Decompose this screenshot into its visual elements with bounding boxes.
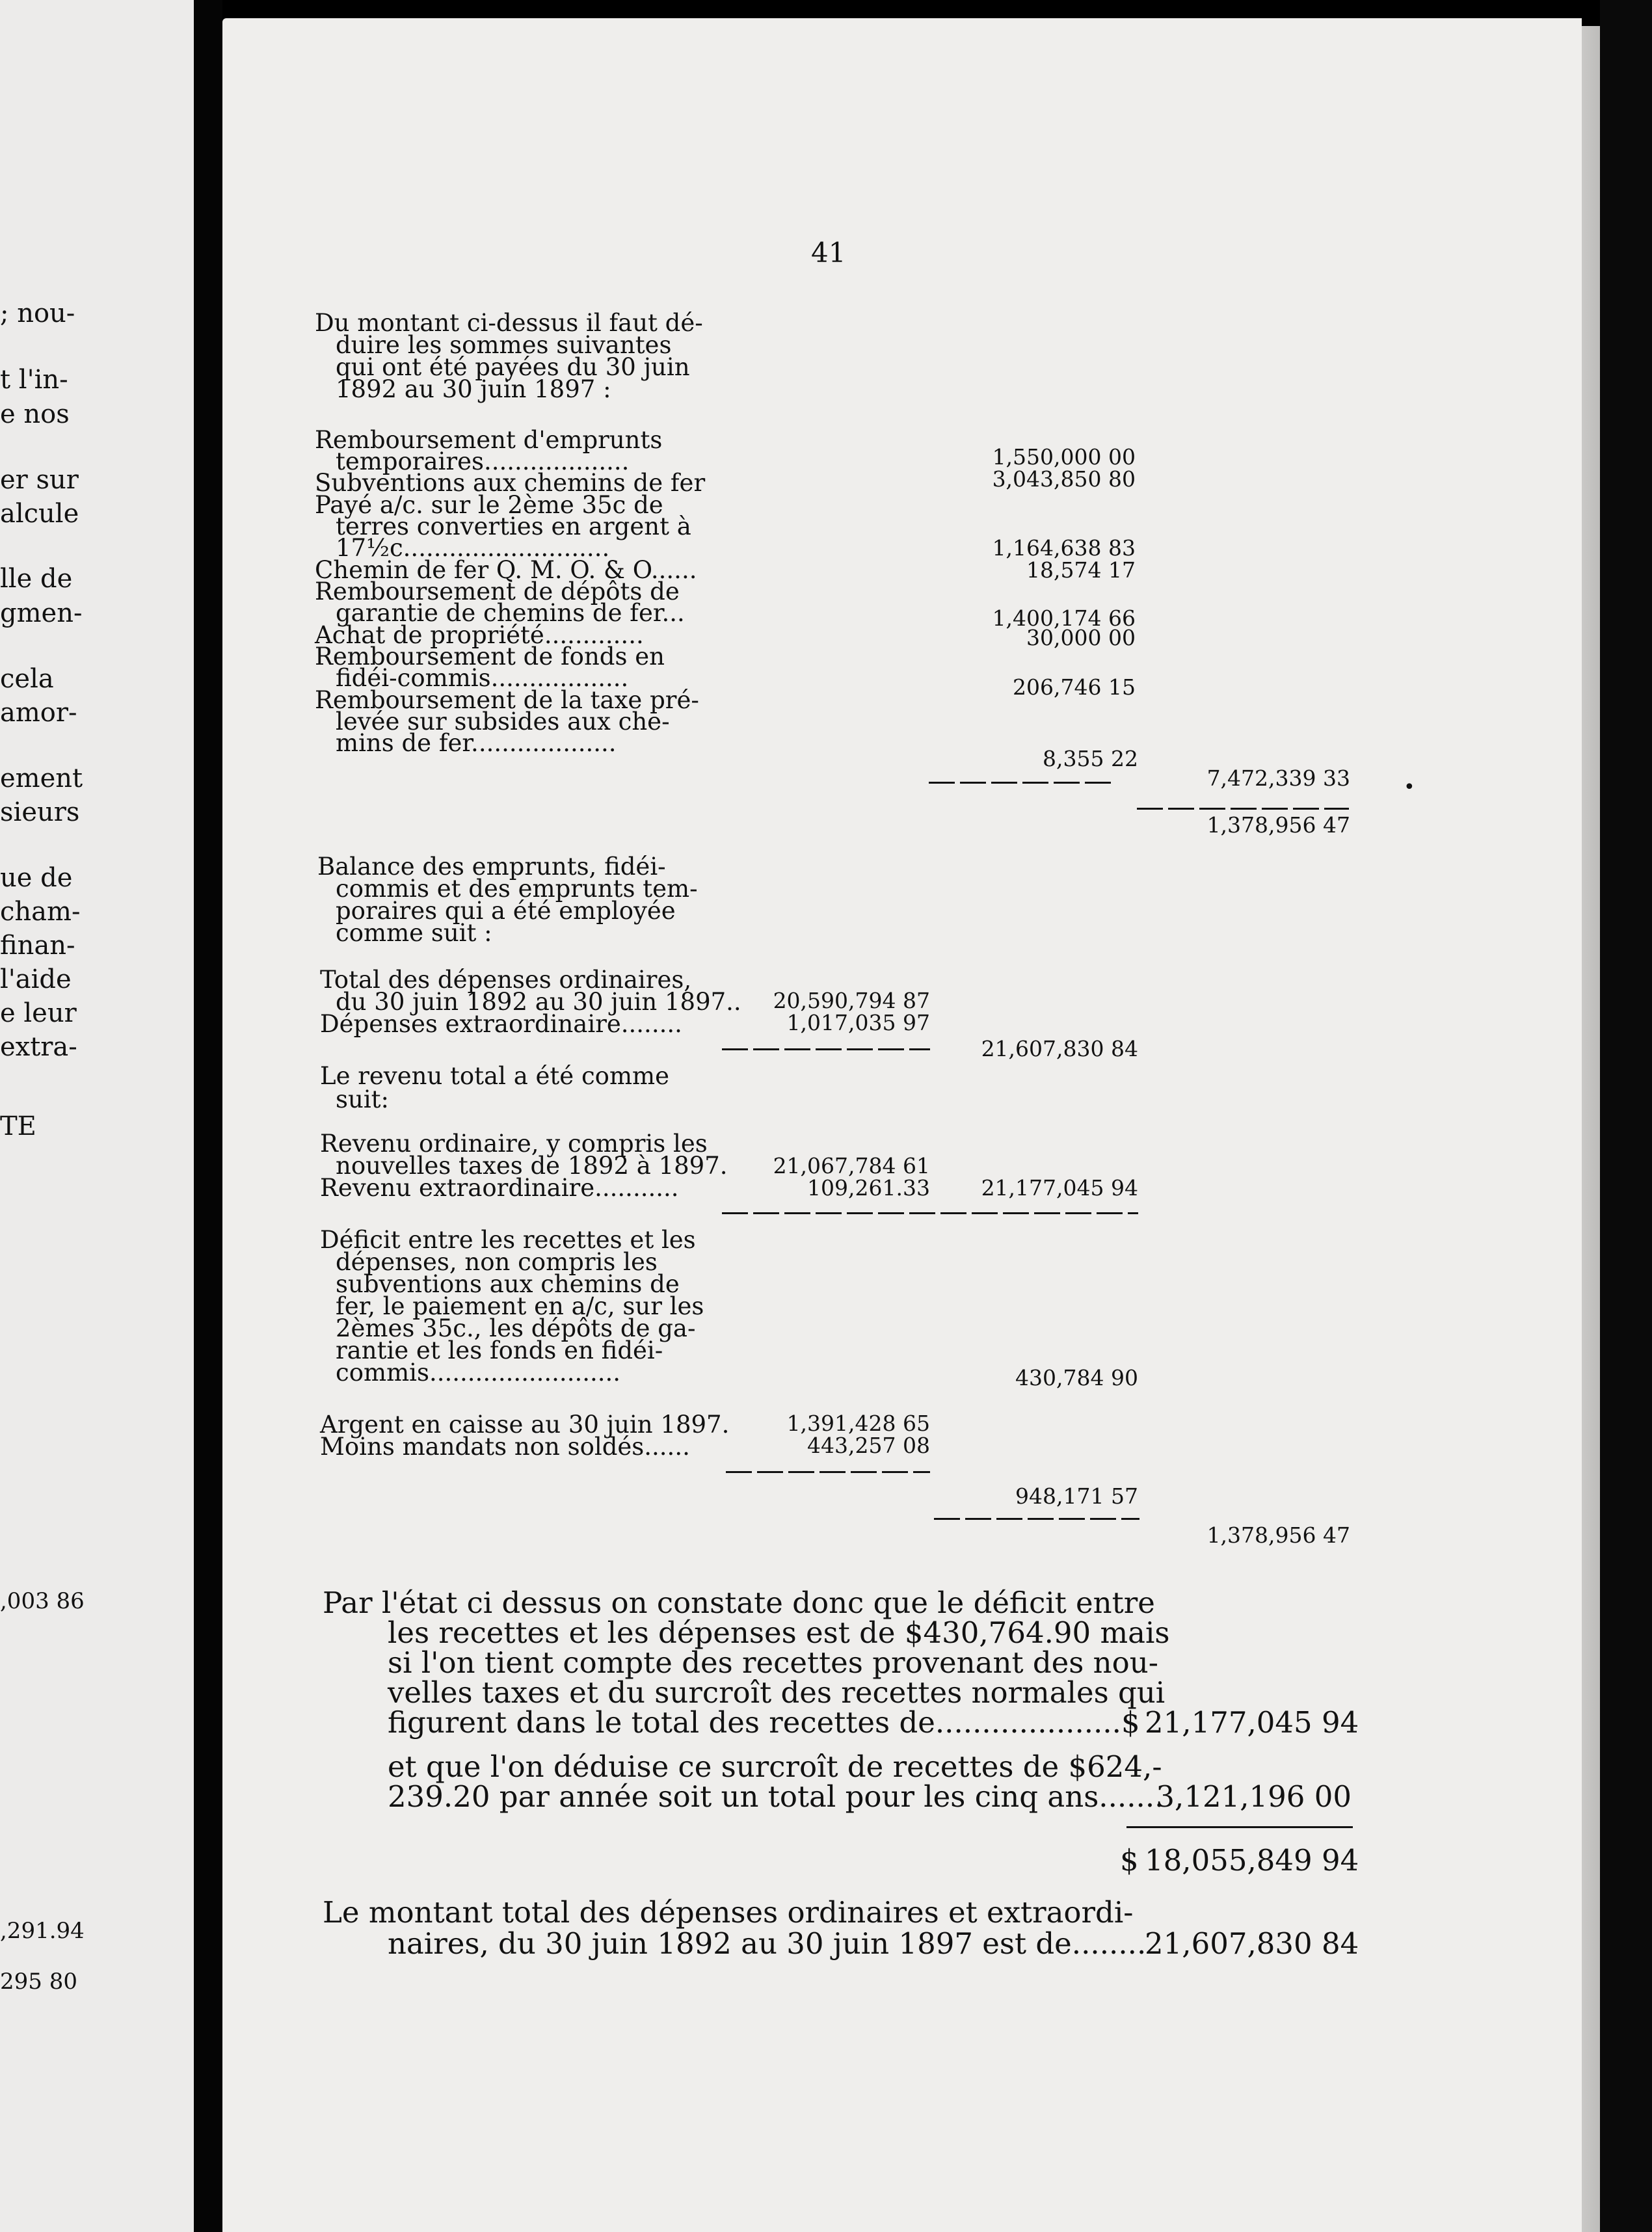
text-line: 239.20 par année soit un total pour les cinq ans....... — [388, 1779, 1164, 1814]
left-text-fragment: l'aide — [0, 964, 72, 994]
text-line: poraires qui a été employée — [336, 897, 676, 925]
deduction-label: Remboursement d'emprunts — [315, 426, 663, 454]
text-line: 2èmes 35c., les dépôts de ga- — [336, 1314, 696, 1342]
text-line: Le revenu total a été comme — [320, 1062, 670, 1090]
left-facing-page — [0, 0, 194, 2232]
summary-expenses-amount: 21,607,830 84 — [1145, 1926, 1359, 1961]
deduction-amount: 30,000 00 — [1026, 625, 1136, 650]
balance-amount: 1,378,956 47 — [1206, 812, 1350, 838]
left-text-fragment: ement — [0, 764, 83, 793]
text-line: Revenu extraordinaire........... — [320, 1174, 679, 1202]
deductions-total: 7,472,339 33 — [1206, 765, 1350, 791]
left-text-fragment: finan- — [0, 931, 75, 961]
deduction-label: Chemin de fer Q. M. O. & O...... — [315, 556, 697, 584]
left-text-fragment: ,003 86 — [0, 1588, 85, 1614]
left-text-fragment: TE — [0, 1111, 36, 1141]
summary-surplus-amount: 3,121,196 00 — [1156, 1779, 1352, 1814]
ordinary-expenses: 20,590,794 87 — [773, 988, 930, 1013]
extraordinary-expenses: 1,017,035 97 — [786, 1010, 930, 1035]
left-text-fragment: gmen- — [0, 598, 83, 628]
text-line: subventions aux chemins de — [336, 1270, 680, 1298]
underline-rule — [1137, 808, 1349, 810]
balance-amount: 1,378,956 47 — [1206, 1522, 1350, 1548]
deduction-amount: 8,355 22 — [1043, 746, 1138, 771]
ordinary-revenue: 21,067,784 61 — [773, 1153, 930, 1178]
text-line: nouvelles taxes de 1892 à 1897. — [336, 1152, 728, 1180]
underline-rule — [726, 1471, 930, 1473]
left-text-fragment: sieurs — [0, 797, 80, 827]
cash-in-hand: 1,391,428 65 — [786, 1411, 930, 1436]
text-line: Dépenses extraordinaire........ — [320, 1010, 682, 1038]
left-text-fragment: extra- — [0, 1032, 77, 1062]
text-line: suit: — [336, 1085, 389, 1113]
dollar-sign: $ — [1120, 1843, 1139, 1878]
text-line: Total des dépenses ordinaires, — [320, 966, 692, 994]
underline-rule — [722, 1212, 1138, 1214]
text-line: 1892 au 30 juin 1897 : — [336, 375, 611, 403]
scan-border — [1600, 0, 1652, 2232]
text-line: Par l'état ci dessus on constate donc que le déficit entre — [323, 1586, 1155, 1620]
deficit-amount: 430,784 90 — [1015, 1365, 1138, 1390]
text-line: rantie et les fonds en fidéi- — [336, 1336, 663, 1364]
deduction-label: garantie de chemins de fer... — [336, 599, 685, 627]
deduction-label: temporaires................... — [336, 447, 630, 475]
underline-rule — [934, 1518, 1139, 1520]
deduction-amount: 1,164,638 83 — [992, 535, 1136, 561]
deduction-label: fidéi-commis.................. — [336, 664, 629, 692]
left-text-fragment: e leur — [0, 998, 77, 1028]
unpaid-warrants: 443,257 08 — [807, 1433, 930, 1458]
text-line: commis......................... — [336, 1359, 621, 1387]
deduction-label: Remboursement de la taxe pré- — [315, 686, 699, 714]
expenses-total: 21,607,830 84 — [981, 1036, 1138, 1061]
left-text-fragment: cela — [0, 664, 54, 694]
deduction-amount: 18,574 17 — [1026, 557, 1136, 583]
text-line: les recettes et les dépenses est de $430,764.90 mais — [388, 1615, 1170, 1650]
text-line: dépenses, non compris les — [336, 1248, 658, 1276]
text-line: duire les sommes suivantes — [336, 331, 672, 359]
page-number: 41 — [811, 237, 846, 269]
text-line: si l'on tient compte des recettes provenant des nou- — [388, 1645, 1158, 1680]
text-line: Du montant ci-dessus il faut dé- — [315, 309, 703, 337]
left-text-fragment: alcule — [0, 499, 79, 529]
left-text-fragment: ,291.94 — [0, 1918, 85, 1944]
deduction-label: terres converties en argent à — [336, 512, 691, 540]
left-text-fragment: t l'in- — [0, 365, 68, 395]
text-line: commis et des emprunts tem- — [336, 875, 698, 903]
deduction-amount: 206,746 15 — [1013, 674, 1136, 700]
deduction-label: mins de fer................... — [336, 729, 617, 757]
text-line: du 30 juin 1892 au 30 juin 1897.. — [336, 988, 741, 1016]
underline-rule — [1126, 1826, 1353, 1828]
underline-rule — [929, 782, 1113, 784]
left-text-fragment: lle de — [0, 564, 73, 594]
left-text-fragment: e nos — [0, 399, 70, 429]
text-line: et que l'on déduise ce surcroît de recettes de $624,- — [388, 1749, 1162, 1784]
text-line: qui ont été payées du 30 juin — [336, 353, 690, 381]
summary-revenue-amount: 21,177,045 94 — [1145, 1705, 1359, 1740]
revenue-total: 21,177,045 94 — [981, 1175, 1138, 1201]
text-line: Déficit entre les recettes et les — [320, 1226, 696, 1254]
cash-net: 948,171 57 — [1015, 1483, 1138, 1509]
text-line: comme suit : — [336, 919, 492, 947]
text-line: Balance des emprunts, fidéi- — [317, 853, 666, 881]
text-line: figurent dans le total des recettes de....................$ — [388, 1705, 1140, 1740]
text-line: Le montant total des dépenses ordinaires et extraordi- — [323, 1895, 1134, 1930]
left-text-fragment: cham- — [0, 897, 81, 927]
text-line: fer, le paiement en a/c, sur les — [336, 1292, 704, 1320]
left-text-fragment: ; nou- — [0, 299, 75, 328]
deduction-label: Achat de propriété............. — [315, 621, 644, 649]
text-line: Argent en caisse au 30 juin 1897. — [320, 1411, 730, 1439]
deduction-amount: 3,043,850 80 — [992, 466, 1136, 492]
deduction-label: Subventions aux chemins de fer — [315, 469, 706, 497]
left-text-fragment: er sur — [0, 465, 79, 495]
deduction-label: Remboursement de fonds en — [315, 643, 665, 671]
deduction-label: 17½c........................... — [336, 534, 610, 562]
deduction-amount: 1,550,000 00 — [992, 444, 1136, 470]
book-gutter — [194, 0, 222, 2232]
deduction-label: Remboursement de dépôts de — [315, 578, 680, 605]
text-line: naires, du 30 juin 1892 au 30 juin 1897 est de........ — [388, 1926, 1147, 1961]
extraordinary-revenue: 109,261.33 — [807, 1175, 930, 1201]
text-line: Revenu ordinaire, y compris les — [320, 1130, 708, 1158]
deduction-label: levée sur subsides aux che- — [336, 708, 670, 736]
stray-mark: • — [1404, 776, 1415, 799]
text-line: Moins mandats non soldés...... — [320, 1433, 690, 1461]
left-text-fragment: ue de — [0, 863, 73, 893]
underline-rule — [722, 1048, 930, 1050]
left-text-fragment: 295 80 — [0, 1969, 77, 1995]
summary-net-amount: 18,055,849 94 — [1145, 1843, 1359, 1878]
left-text-fragment: amor- — [0, 698, 77, 728]
deduction-label: Payé a/c. sur le 2ème 35c de — [315, 491, 663, 519]
deduction-amount: 1,400,174 66 — [992, 605, 1136, 631]
text-line: velles taxes et du surcroît des recettes normales qui — [388, 1675, 1166, 1710]
